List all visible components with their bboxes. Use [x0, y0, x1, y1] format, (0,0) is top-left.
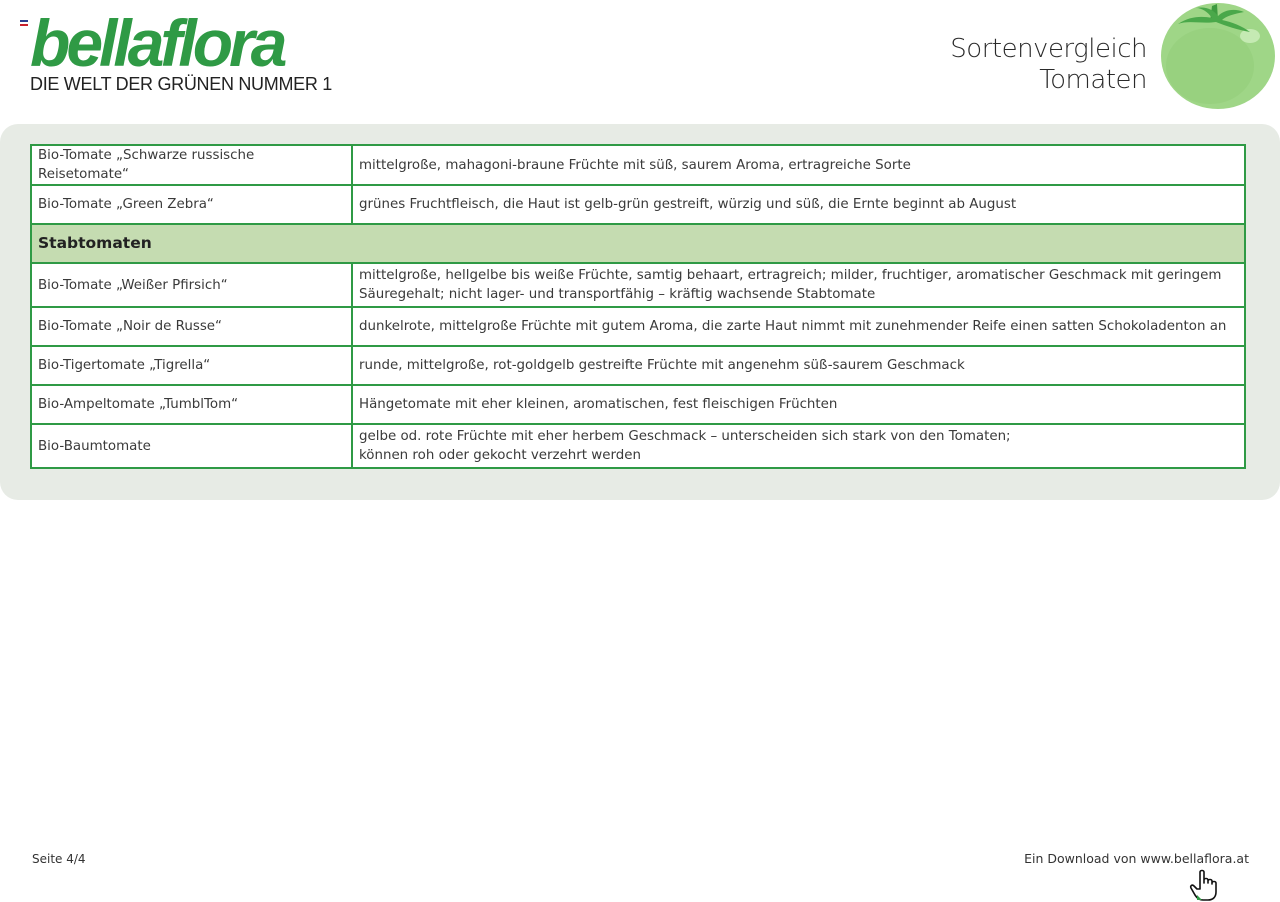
description-line: mittelgroße, mahagoni-braune Früchte mit süß, saurem Aroma, ertragreiche Sorte: [359, 157, 911, 173]
description-line: mittelgroße, hellgelbe bis weiße Früchte, samtig behaart, ertragreich; milder, fruchtiger, aromatischer Geschmack mit geringem: [359, 268, 1222, 283]
variety-description: [352, 145, 1245, 185]
hand-pointer-icon[interactable]: [1188, 868, 1222, 902]
variety-description: [352, 185, 1245, 224]
description-line: grünes Fruchtfleisch, die Haut ist gelb-grün gestreift, würzig und süß, die Ernte beginnt ab August: [359, 197, 1017, 212]
logo-wordmark: bellaflora: [30, 6, 284, 80]
table-row: [31, 145, 1245, 185]
variety-name: Bio-Tomate „Schwarze russische Reisetomate“: [31, 145, 352, 185]
variety-name: Bio-Baumtomate: [31, 424, 352, 468]
variety-name: Bio-Tomate „Green Zebra“: [31, 185, 352, 224]
description-line: gelbe od. rote Früchte mit eher herbem Geschmack – unterscheiden sich stark von den Tomaten;: [359, 429, 1011, 444]
variety-description: [352, 346, 1245, 385]
description-line: können roh oder gekocht verzehrt werden: [359, 448, 641, 463]
page-number: Seite 4/4: [32, 852, 86, 866]
table-row: [31, 424, 1245, 468]
document-title: [950, 34, 1147, 96]
title-line-2: Tomaten: [1039, 65, 1147, 95]
table-row: [31, 307, 1245, 346]
tomato-variety-table: [30, 144, 1246, 469]
title-line-1: Sortenvergleich: [950, 34, 1147, 64]
variety-description: [352, 424, 1245, 468]
table-row: [31, 263, 1245, 307]
section-header-row: [31, 224, 1245, 263]
variety-name: Bio-Tigertomate „Tigrella“: [31, 346, 352, 385]
description-line: runde, mittelgroße, rot-goldgelb gestreifte Früchte mit angenehm süß-saurem Geschmack: [359, 358, 965, 373]
language-flag-icon[interactable]: [20, 20, 28, 26]
section-title: Stabtomaten: [31, 224, 1245, 263]
description-line: Hängetomate mit eher kleinen, aromatischen, fest fleischigen Früchten: [359, 397, 838, 412]
hand-pointer-shape: [1191, 871, 1216, 901]
bellaflora-logo: [30, 6, 332, 95]
logo-tagline: DIE WELT DER GRÜNEN NUMMER 1: [30, 74, 332, 94]
variety-description: [352, 263, 1245, 307]
table-row: [31, 185, 1245, 224]
tomato-highlight: [1240, 29, 1260, 43]
download-link[interactable]: Ein Download von www.bellaflora.at: [1024, 851, 1249, 866]
tomato-shading: [1166, 28, 1254, 104]
table-row: [31, 346, 1245, 385]
variety-description: [352, 307, 1245, 346]
variety-name: Bio-Tomate „Weißer Pfirsich“: [31, 263, 352, 307]
variety-name: Bio-Ampeltomate „TumblTom“: [31, 385, 352, 424]
description-line: Säuregehalt; nicht lager- und transportfähig – kräftig wachsende Stabtomate: [359, 287, 876, 302]
description-line: dunkelrote, mittelgroße Früchte mit gutem Aroma, die zarte Haut nimmt mit zunehmender Reife einen satten Schokoladenton an: [359, 319, 1227, 334]
tomato-icon: [1152, 0, 1280, 112]
table-row: [31, 385, 1245, 424]
variety-description: [352, 385, 1245, 424]
variety-name: Bio-Tomate „Noir de Russe“: [31, 307, 352, 346]
